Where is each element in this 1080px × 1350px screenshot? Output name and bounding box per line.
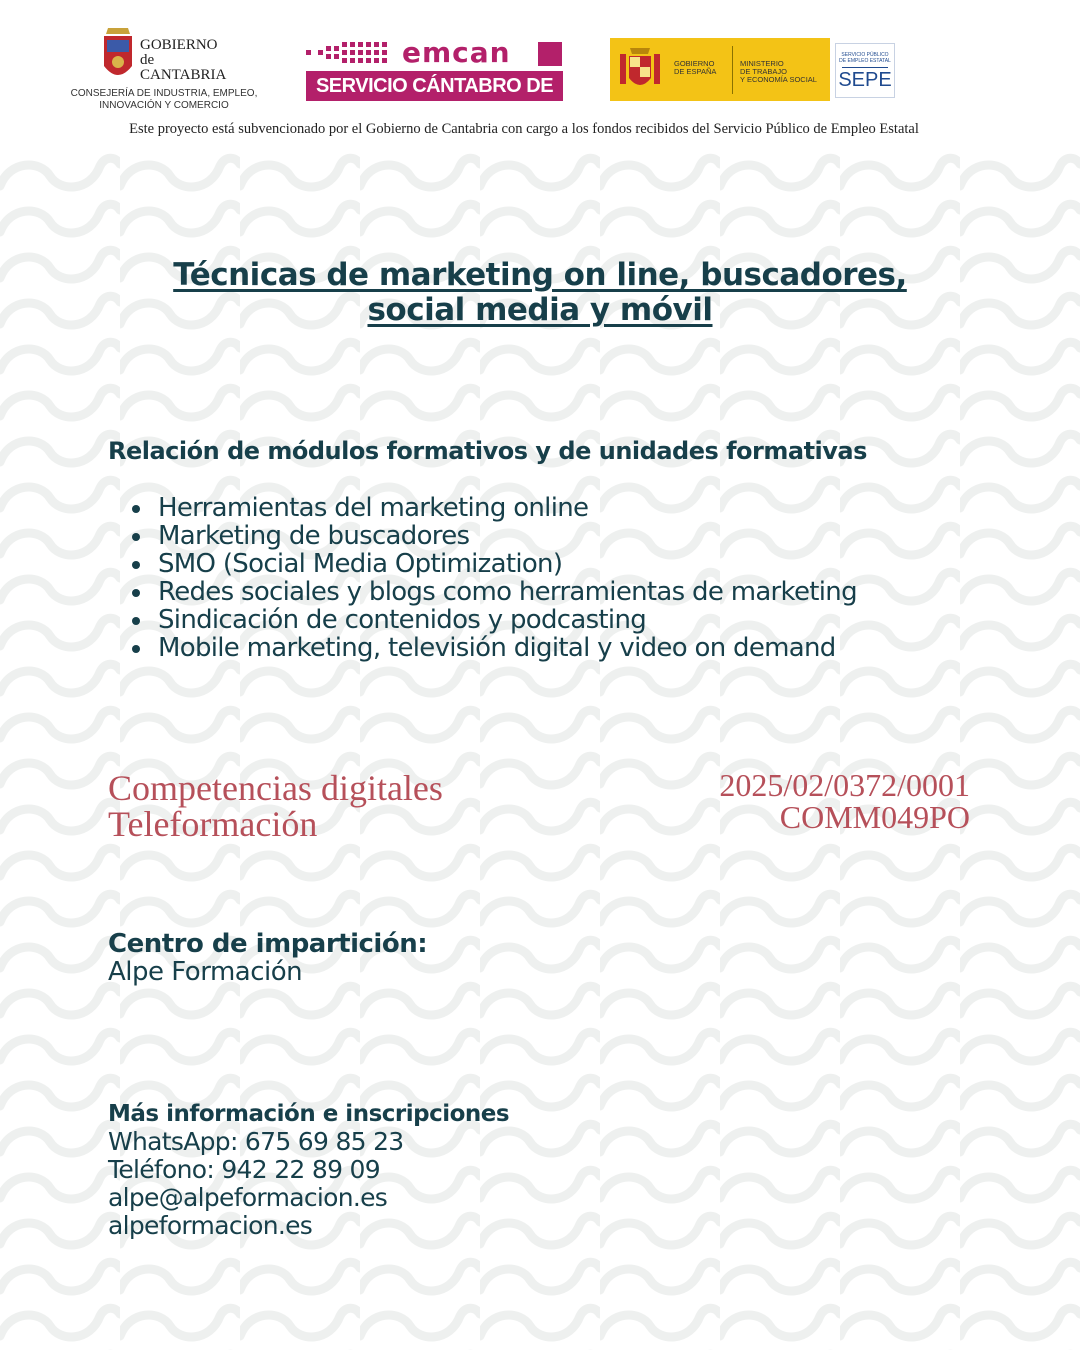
contact-heading: Más información e inscripciones [108, 1101, 510, 1127]
course-category [108, 770, 443, 842]
modules-list [158, 494, 857, 662]
email-link[interactable]: alpe@alpeformacion.es [108, 1183, 388, 1212]
module-item: Marketing de buscadores [158, 522, 857, 550]
sepe-acronym: SEPE [838, 69, 892, 91]
phone-contact[interactable]: Teléfono: 942 22 89 09 [108, 1155, 380, 1184]
gobierno-cantabria-name: GOBIERNO de CANTABRIA [140, 37, 227, 83]
gobierno-espana-label: GOBIERNO DE ESPAÑA [674, 59, 717, 76]
course-title [90, 258, 990, 328]
category-competencias: Competencias digitales [108, 768, 443, 808]
category-modality: Teleformación [108, 804, 318, 844]
course-code: COMM049PO [779, 799, 970, 835]
centro-heading: Centro de impartición: [108, 929, 428, 959]
website-link[interactable]: alpeformacion.es [108, 1211, 313, 1240]
course-title-line-1: Técnicas de marketing on line, buscadores, [173, 257, 907, 293]
module-item: Sindicación de contenidos y podcasting [158, 606, 857, 634]
course-title-line-2: social media y móvil [367, 292, 713, 328]
centro-name: Alpe Formación [108, 957, 303, 987]
consejeria-label: CONSEJERÍA DE INDUSTRIA, EMPLEO, INNOVACIÓN Y COMERCIO [70, 88, 258, 111]
module-item: Redes sociales y blogs como herramientas de marketing [158, 577, 857, 607]
subsidy-notice: Este proyecto está subvencionado por el Gobierno de Cantabria con cargo a los fondos recibidos del Servicio Público de Empleo Estatal [129, 121, 919, 137]
expediente-code: 2025/02/0372/0001 [719, 767, 970, 803]
ministerio-label: MINISTERIO DE TRABAJO Y ECONOMÍA SOCIAL [740, 59, 817, 84]
emcan-name: SERVICIO CÁNTABRO DE EMPLEO [306, 71, 563, 101]
module-item: Herramientas del marketing online [158, 494, 857, 522]
whatsapp-contact[interactable]: WhatsApp: 675 69 85 23 [108, 1127, 404, 1156]
contact-list [108, 1128, 404, 1240]
module-item: Mobile marketing, televisión digital y video on demand [158, 634, 857, 662]
sepe-full-name: SERVICIO PÚBLICO DE EMPLEO ESTATAL [839, 52, 891, 64]
modules-heading: Relación de módulos formativos y de unidades formativas [108, 437, 867, 465]
emcan-wordmark: emcan [402, 36, 511, 69]
course-codes [719, 769, 970, 833]
module-item: SMO (Social Media Optimization) [158, 550, 857, 578]
